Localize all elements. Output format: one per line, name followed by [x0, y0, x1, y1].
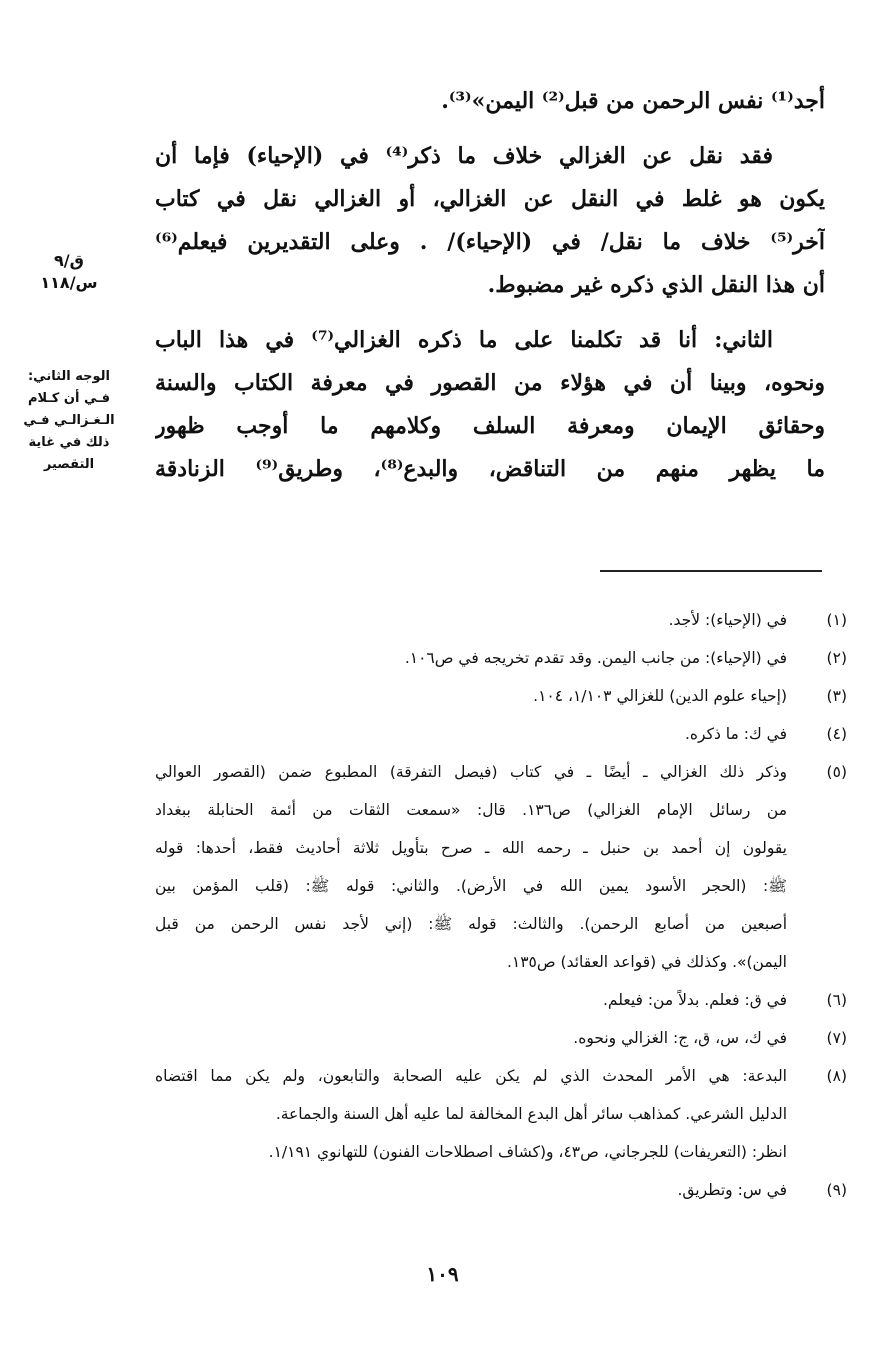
footnote-text: في ق: فعلم. بدلاً من: فيعلم. [602, 991, 787, 1009]
footnote-text: (إحياء علوم الدين) للغزالي ١/١٠٣، ١٠٤. [533, 687, 787, 705]
footnote-number: (٨) [826, 1067, 847, 1085]
margin-heading-line: التقصير [43, 457, 95, 472]
footnote-item [155, 601, 847, 639]
margin-heading-line: فـي أن كـلام [27, 391, 111, 406]
text-line: وحقائق الإيمان ومعرفة السلف وكلامهم ما أوجب ظهور [155, 413, 825, 439]
footnote-number: (٦) [826, 991, 847, 1009]
footnote-text: ﷺ: (الحجر الأسود يمين الله في الأرض). والثاني: قوله ﷺ: (قلب المؤمن بين [155, 877, 787, 895]
margin-ref-q: ق/٩ [54, 251, 84, 270]
text-line: الثاني: أنا قد تكلمنا على ما ذكره الغزالي⁽⁷⁾ في هذا الباب [155, 327, 773, 353]
footnote-item [155, 1019, 847, 1057]
text-line: يكون هو غلط في النقل عن الغزالي، أو الغزالي نقل في كتاب [155, 186, 825, 212]
footnote-text: البدعة: هي الأمر المحدث الذي لم يكن عليه الصحابة والتابعون، ولم يكن مما اقتضاه [155, 1067, 787, 1085]
footnote-text: في (الإحياء): لأجد. [668, 611, 787, 629]
margin-heading-line: الـغـزالـي فـي [23, 413, 115, 428]
page-number: ١٠٩ [426, 1262, 459, 1286]
text-line: آخر⁽⁵⁾ خلاف ما نقل/ في (الإحياء)/ . وعلى التقديرين فيعلم⁽⁶⁾ [155, 229, 825, 255]
text-line: أن هذا النقل الذي ذكره غير مضبوط. [487, 272, 825, 298]
margin-side-heading [23, 366, 115, 476]
footnote-text: في (الإحياء): من جانب اليمن. وقد تقدم تخريجه في ص١٠٦. [404, 649, 787, 667]
footnote-number: (٧) [826, 1029, 847, 1047]
text-line: فقد نقل عن الغزالي خلاف ما ذكر⁽⁴⁾ في (الإحياء) فإما أن [155, 143, 773, 169]
text-line: ونحوه، وبينا أن في هؤلاء من القصور في معرفة الكتاب والسنة [155, 370, 825, 396]
footnote-item [155, 1171, 847, 1209]
margin-ref-s: س/١١٨ [40, 273, 98, 292]
footnote-number: (٩) [826, 1181, 847, 1199]
footnote-item [155, 677, 847, 715]
footnotes [155, 601, 847, 1209]
footnote-text: يقولون إن أحمد بن حنبل ـ رحمه الله ـ صرح بتأويل ثلاثة أحاديث فقط، أحدها: قوله [155, 839, 787, 857]
footnote-text: في ك، س، ق، ج: الغزالي ونحوه. [573, 1029, 787, 1047]
footnote-item [155, 715, 847, 753]
manuscript-folio-reference [23, 250, 115, 294]
margin-heading-line: الوجه الثاني: [27, 369, 111, 384]
footnote-item [155, 981, 847, 1019]
footnote-number: (٥) [826, 763, 847, 781]
footnote-text: في س: وتطريق. [677, 1181, 787, 1199]
footnote-item [155, 753, 847, 981]
footnote-text: في ك: ما ذكره. [684, 725, 787, 743]
footnote-separator [600, 570, 822, 572]
footnote-text: أصبعين من أصابع الرحمن). والثالث: قوله ﷺ: (إني لأجد نفس الرحمن من قبل [155, 915, 787, 933]
footnote-text: اليمن)». وكذلك في (قواعد العقائد) ص١٣٥. [506, 953, 787, 971]
footnote-text: من رسائل الإمام الغزالي) ص١٣٦. قال: «سمعت الثقات من أئمة الحنابلة ببغداد [155, 801, 787, 819]
text-line: ما يظهر منهم من التناقض، والبدع⁽⁸⁾، وطريق⁽⁹⁾ الزنادقة [155, 456, 825, 482]
footnote-text: الدليل الشرعي. كمذاهب سائر أهل البدع المخالفة لما عليه أهل السنة والجماعة. [275, 1105, 787, 1123]
footnote-item [155, 1057, 847, 1171]
text-line: أجد⁽¹⁾ نفس الرحمن من قبل⁽²⁾ اليمن»⁽³⁾. [441, 88, 825, 114]
footnote-number: (١) [826, 611, 847, 629]
footnote-number: (٤) [826, 725, 847, 743]
footnote-text: انظر: (التعريفات) للجرجاني، ص٤٣، و(كشاف اصطلاحات الفنون) للتهانوي ١/١٩١. [268, 1143, 787, 1161]
footnote-number: (٢) [826, 649, 847, 667]
main-text [155, 80, 825, 491]
footnote-item [155, 639, 847, 677]
footnote-text: وذكر ذلك الغزالي ـ أيضًا ـ في كتاب (فيصل التفرقة) المطبوع ضمن (القصور العوالي [155, 763, 787, 781]
margin-heading-line: ذلك في غاية [28, 435, 110, 450]
footnote-number: (٣) [826, 687, 847, 705]
